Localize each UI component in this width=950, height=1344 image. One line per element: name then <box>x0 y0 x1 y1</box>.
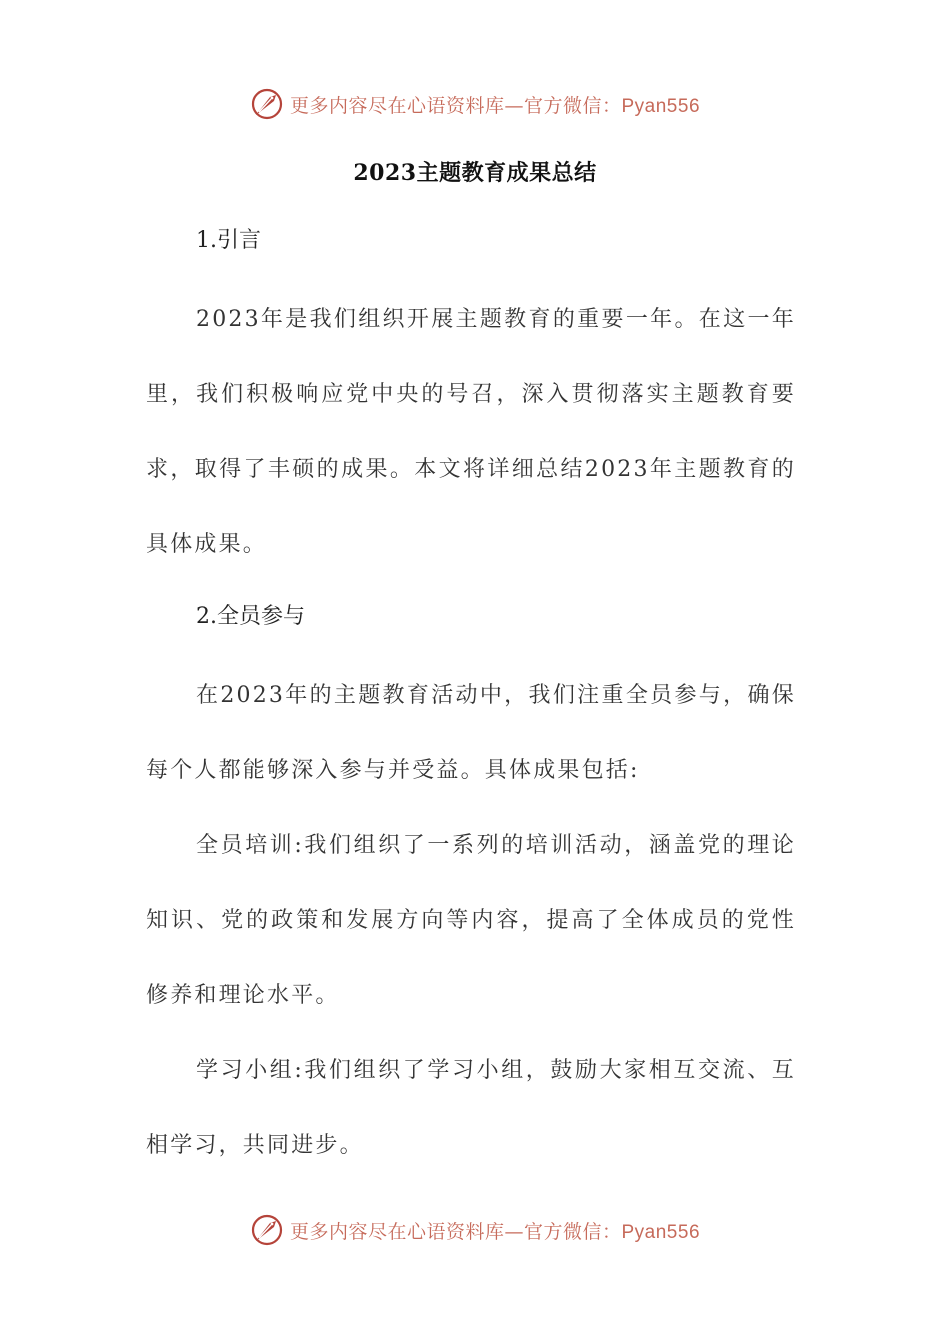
banner-text-cn: 更多内容尽在心语资料库—官方微信： <box>289 1220 622 1243</box>
paragraph-study-group: 学习小组:我们组织了学习小组，鼓励大家相互交流、互相学习，共同进步。 <box>146 1058 796 1158</box>
section-heading-participation: 2.全员参与 <box>196 604 305 629</box>
paragraph-intro: 2023年是我们组织开展主题教育的重要一年。在这一年里，我们积极响应党中央的号召，深入贯彻落实主题教育要求，取得了丰硕的成果。本文将详细总结2023年主题教育的具体成果。 <box>146 307 796 557</box>
footer-watermark-banner <box>0 1210 950 1250</box>
document-title: 2023主题教育成果总结 <box>353 160 597 186</box>
banner-wechat-id: Pyan556 <box>621 95 701 117</box>
pen-nib-logo-icon <box>250 87 284 121</box>
pen-nib-logo-icon <box>250 1213 284 1247</box>
banner-wechat-id: Pyan556 <box>621 1221 701 1243</box>
section-heading-intro: 1.引言 <box>196 228 261 253</box>
banner-text <box>290 1217 700 1244</box>
document-body <box>146 216 796 1183</box>
banner-text-cn: 更多内容尽在心语资料库—官方微信： <box>289 94 622 117</box>
banner-text <box>290 91 700 118</box>
paragraph-training: 全员培训:我们组织了一系列的培训活动，涵盖党的理论知识、党的政策和发展方向等内容，提高了全体成员的党性修养和理论水平。 <box>146 833 796 1008</box>
paragraph-participation: 在2023年的主题教育活动中，我们注重全员参与，确保每个人都能够深入参与并受益。具体成果包括: <box>146 683 796 783</box>
header-watermark-banner <box>0 84 950 124</box>
